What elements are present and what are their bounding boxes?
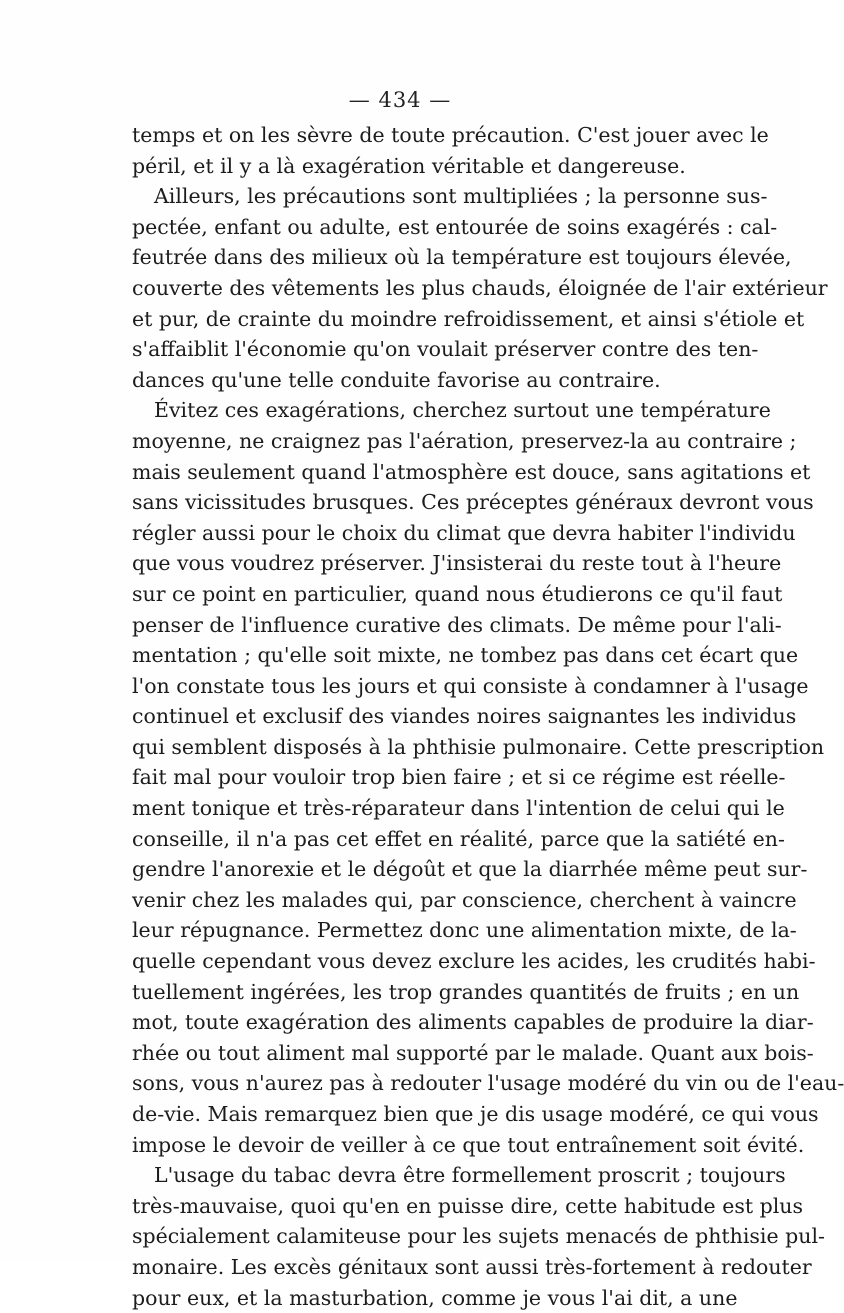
text-line: feutrée dans des milieux où la température est toujours élevée, — [132, 245, 792, 270]
text-line: mais seulement quand l'atmosphère est douce, sans agitations et — [132, 459, 811, 484]
text-line: sons, vous n'aurez pas à redouter l'usage modéré du vin ou de l'eau- — [132, 1071, 844, 1096]
text-line: moyenne, ne craignez pas l'aération, preservez-la au contraire ; — [132, 428, 797, 453]
text-line: conseille, il n'a pas cet effet en réalité, parce que la satiété en- — [132, 826, 785, 851]
text-line: mentation ; qu'elle soit mixte, ne tombez pas dans cet écart que — [132, 643, 799, 668]
text-line: tuellement ingérées, les trop grandes quantités de fruits ; en un — [132, 979, 800, 1004]
text-line: Évitez ces exagérations, cherchez surtout une température — [154, 398, 771, 423]
text-line: sans vicissitudes brusques. Ces préceptes généraux devront vous — [132, 490, 814, 515]
text-line: continuel et exclusif des viandes noires saignantes les individus — [132, 704, 797, 729]
text-line: sur ce point en particulier, quand nous étudierons ce qu'il faut — [132, 581, 783, 606]
text-line: péril, et il y a là exagération véritable et dangereuse. — [132, 153, 686, 178]
text-line: s'affaiblit l'économie qu'on voulait préserver contre des ten- — [132, 337, 759, 362]
text-line: très-mauvaise, quoi qu'en en puisse dire, cette habitude est plus — [132, 1193, 804, 1218]
text-line: l'on constate tous les jours et qui consiste à condamner à l'usage — [132, 673, 809, 698]
text-line: quelle cependant vous devez exclure les acides, les crudités habi- — [132, 949, 816, 974]
text-line: et pur, de crainte du moindre refroidissement, et ainsi s'étiole et — [132, 306, 805, 331]
text-line: fait mal pour vouloir trop bien faire ; et si ce régime est réelle- — [132, 765, 786, 790]
text-line: ment tonique et très-réparateur dans l'intention de celui qui le — [132, 796, 785, 821]
text-line: pour eux, et la masturbation, comme je vous l'ai dit, a une — [132, 1285, 738, 1310]
body-text — [132, 120, 844, 1313]
text-line: mot, toute exagération des aliments capables de produire la diar- — [132, 1010, 814, 1035]
text-line: penser de l'influence curative des climats. De même pour l'ali- — [132, 612, 782, 637]
text-line: couverte des vêtements les plus chauds, éloignée de l'air extérieur — [132, 275, 828, 300]
text-line: Ailleurs, les précautions sont multipliées ; la personne sus- — [154, 184, 768, 209]
text-line: rhée ou tout aliment mal supporté par le malade. Quant aux bois- — [132, 1040, 814, 1065]
text-line: monaire. Les excès génitaux sont aussi très-fortement à redouter — [132, 1254, 812, 1279]
text-line: pectée, enfant ou adulte, est entourée de soins exagérés : cal- — [132, 214, 778, 239]
text-line: dances qu'une telle conduite favorise au contraire. — [132, 367, 661, 392]
text-line: temps et on les sèvre de toute précaution. C'est jouer avec le — [132, 123, 769, 147]
text-line: impose le devoir de veiller à ce que tout entraînement soit évité. — [132, 1132, 805, 1157]
text-line: de-vie. Mais remarquez bien que je dis usage modéré, ce qui vous — [132, 1102, 819, 1126]
text-line: que vous voudrez préserver. J'insisterai du reste tout à l'heure — [132, 551, 782, 576]
text-line: leur répugnance. Permettez donc une alimentation mixte, de la- — [132, 918, 797, 943]
text-line: L'usage du tabac devra être formellement proscrit ; toujours — [154, 1163, 786, 1188]
text-line: qui semblent disposés à la phthisie pulmonaire. Cette prescription — [132, 734, 825, 759]
text-line: venir chez les malades qui, par conscience, cherchent à vaincre — [132, 887, 797, 912]
text-line: spécialement calamiteuse pour les sujets menacés de phthisie pul- — [132, 1224, 825, 1249]
text-line: gendre l'anorexie et le dégoût et que la diarrhée même peut sur- — [132, 857, 808, 882]
text-line: régler aussi pour le choix du climat que devra habiter l'individu — [132, 520, 796, 545]
page-number: — 434 — — [348, 88, 452, 112]
